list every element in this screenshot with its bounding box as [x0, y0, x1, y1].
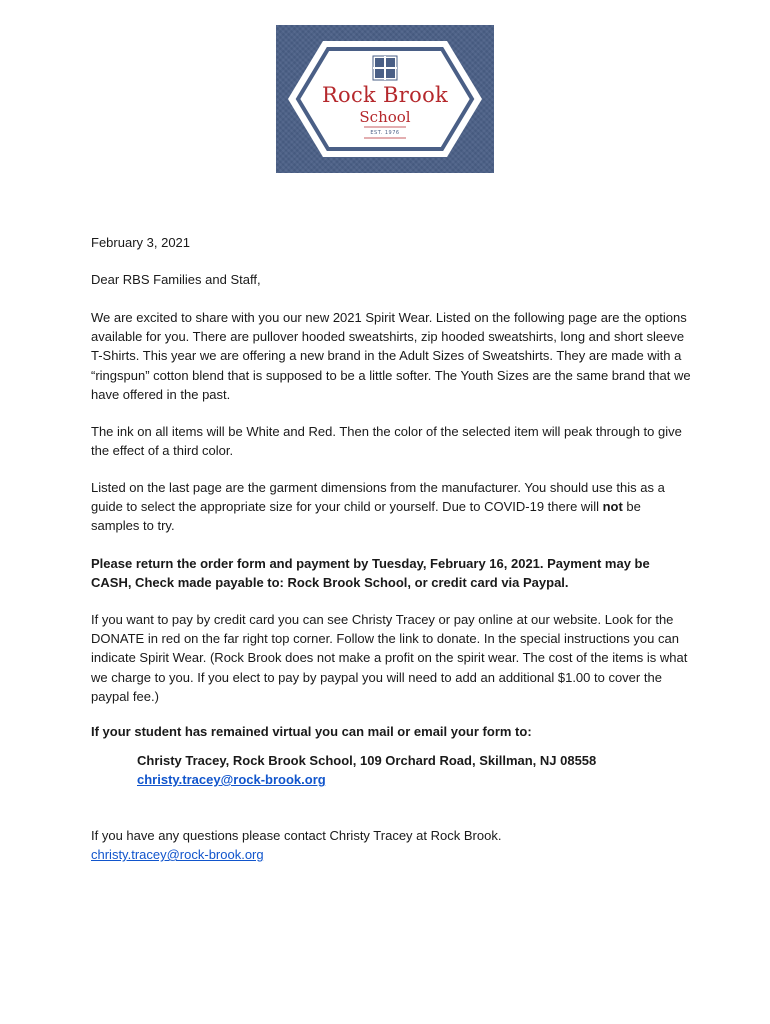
contact-email-line: [91, 845, 691, 864]
paragraph-ink: The ink on all items will be White and Red. Then the color of the selected item will peak through to give the effect of a third color.: [91, 424, 682, 459]
paragraph-sizes-emphasis: not: [602, 499, 623, 515]
school-logo: [276, 25, 494, 173]
logo-school-name: Rock Brook: [321, 83, 449, 107]
logo-school-word: School: [359, 108, 411, 126]
paragraph-sizes: [91, 478, 691, 536]
paragraph-intro: We are excited to share with you our new 2021 Spirit Wear. Listed on the following page are the options available for you. There are pullover hooded sweatshirts, zip hooded sweatshirts, long and short sleeve T-Shirts. This year we are offering a new brand in the Adult Sizes of Sweatshirts. They are made with a “ringspun” cotton blend that is supposed to be a little softer. The Youth Sizes are the same brand that we have offered in the past.: [91, 310, 691, 402]
contact-email-link[interactable]: christy.tracey@rock-brook.org: [91, 847, 264, 862]
letter-greeting: Dear RBS Families and Staff,: [91, 272, 261, 287]
mail-address: Christy Tracey, Rock Brook School, 109 Orchard Road, Skillman, NJ 08558: [137, 753, 597, 768]
logo-established: EST. 1976: [370, 130, 400, 136]
paragraph-sizes-text-b: be samples to try.: [91, 499, 641, 534]
questions-text: If you have any questions please contact Christy Tracey at Rock Brook.: [91, 828, 502, 843]
paragraph-sizes-text-a: Listed on the last page are the garment dimensions from the manufacturer. You should use this as a guide to select the appropriate size for your child or yourself. Due to COVID-19 there will: [91, 480, 665, 515]
virtual-heading: If your student has remained virtual you can mail or email your form to:: [91, 724, 532, 739]
paragraph-payment: If you want to pay by credit card you can see Christy Tracey or pay online at our website. Look for the DONATE in red on the far right top corner. Follow the link to donate. In the special instructions you can indicate Spirit Wear. (Rock Brook does not make a profit on the spirit wear. The cost of the items is what we charge to you. If you elect to pay by paypal you will need to add an additional $1.00 to cover the paypal fee.): [91, 612, 688, 704]
paragraph-deadline: Please return the order form and payment by Tuesday, February 16, 2021. Payment may be CASH, Check made payable to: Rock Brook School, or credit card via Paypal.: [91, 556, 650, 591]
letter-date: February 3, 2021: [91, 235, 191, 250]
mail-email-link[interactable]: christy.tracey@rock-brook.org: [137, 772, 326, 787]
mail-email-link-line: [137, 770, 697, 789]
